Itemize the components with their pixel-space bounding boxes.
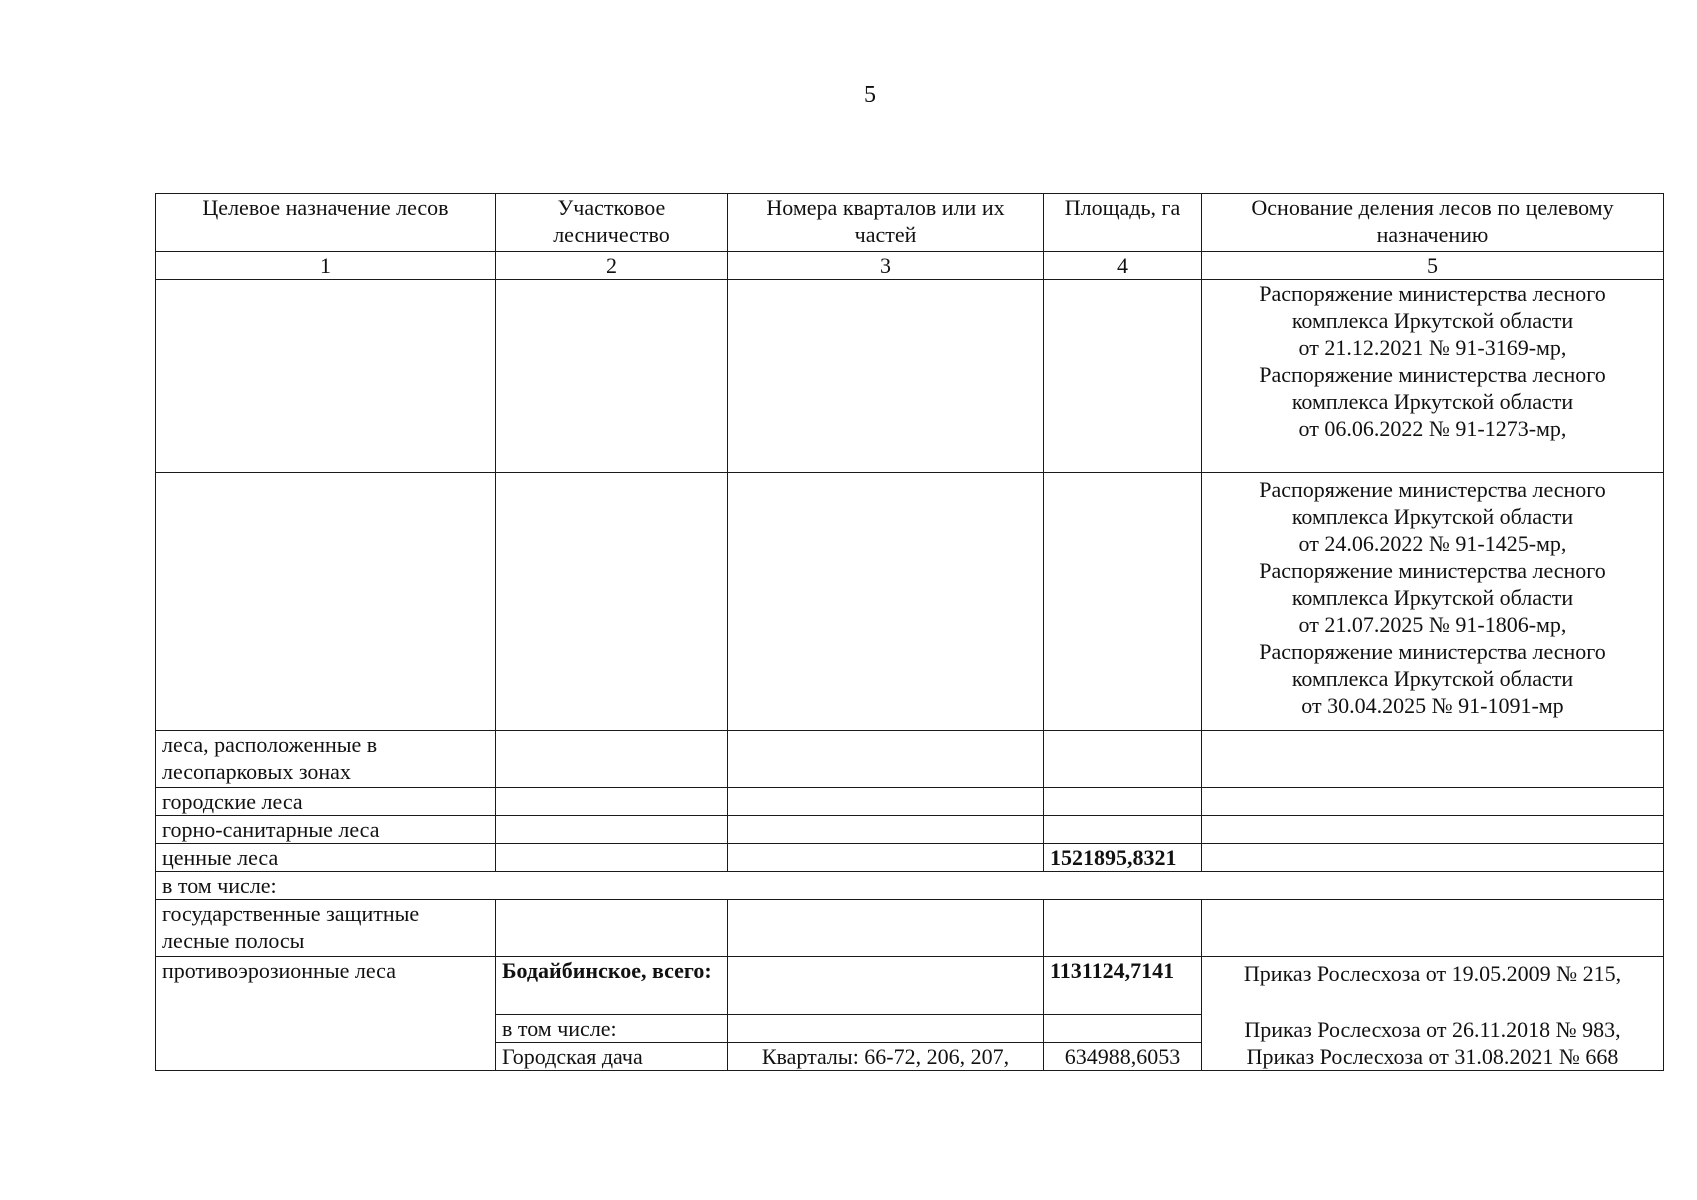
basis-line: Распоряжение министерства лесного <box>1259 362 1606 387</box>
empty-cell <box>156 280 496 473</box>
empty-cell <box>1044 280 1202 473</box>
basis-line: Распоряжение министерства лесного <box>1259 281 1606 306</box>
forestry-total-cell: Бодайбинское, всего: <box>496 957 728 1015</box>
basis-line: комплекса Иркутской области <box>1291 308 1574 333</box>
empty-cell <box>496 844 728 872</box>
table-row <box>156 473 1664 731</box>
purpose-cell: городские леса <box>156 788 496 816</box>
empty-cell <box>728 900 1044 957</box>
purpose-cell: противоэрозионные леса <box>156 957 496 1071</box>
table-row <box>156 788 1664 816</box>
table-row <box>156 280 1664 473</box>
empty-cell <box>496 816 728 844</box>
empty-cell <box>1202 816 1664 844</box>
empty-cell <box>728 280 1044 473</box>
area-cell: 1521895,8321 <box>1044 844 1202 872</box>
empty-cell <box>728 1014 1044 1042</box>
area-cell: 634988,6053 <box>1044 1042 1202 1070</box>
empty-cell <box>1044 788 1202 816</box>
column-number: 1 <box>156 252 496 280</box>
empty-cell <box>496 731 728 788</box>
purpose-cell: ценные леса <box>156 844 496 872</box>
empty-cell <box>728 957 1044 1015</box>
header-area: Площадь, га <box>1044 194 1202 252</box>
empty-cell <box>1202 900 1664 957</box>
column-number: 2 <box>496 252 728 280</box>
empty-cell <box>496 788 728 816</box>
area-cell: 1131124,7141 <box>1044 957 1202 1015</box>
table-row <box>156 957 1664 1015</box>
basis-line: от 30.04.2025 № 91-1091-мр <box>1301 693 1564 718</box>
basis-cell <box>1202 473 1664 731</box>
empty-cell <box>1044 1014 1202 1042</box>
basis-line: Распоряжение министерства лесного <box>1259 558 1606 583</box>
basis-line: от 21.12.2021 № 91-3169-мр, <box>1298 335 1567 360</box>
basis-line: от 21.07.2025 № 91-1806-мр, <box>1298 612 1567 637</box>
empty-cell <box>496 280 728 473</box>
empty-cell <box>728 816 1044 844</box>
empty-cell <box>728 473 1044 731</box>
column-number: 5 <box>1202 252 1664 280</box>
basis-line: Распоряжение министерства лесного <box>1259 639 1606 664</box>
empty-cell <box>156 473 496 731</box>
order-line: Приказ Рослесхоза от 31.08.2021 № 668 <box>1246 1044 1619 1069</box>
table-row <box>156 731 1664 788</box>
purpose-cell: леса, расположенные в лесопарковых зонах <box>156 731 496 788</box>
basis-line: комплекса Иркутской области <box>1291 389 1574 414</box>
order-line: Приказ Рослесхоза от 26.11.2018 № 983, <box>1244 1017 1621 1042</box>
empty-cell <box>728 788 1044 816</box>
basis-cell <box>1202 280 1664 473</box>
column-number: 4 <box>1044 252 1202 280</box>
empty-cell <box>728 731 1044 788</box>
empty-cell <box>1044 816 1202 844</box>
empty-cell <box>728 844 1044 872</box>
basis-line: комплекса Иркутской области <box>1291 666 1574 691</box>
header-forestry: Участковое лесничество <box>496 194 728 252</box>
table-row <box>156 900 1664 957</box>
empty-cell <box>496 473 728 731</box>
basis-cell <box>1202 957 1664 1071</box>
purpose-cell: горно-санитарные леса <box>156 816 496 844</box>
header-purpose: Целевое назначение лесов <box>156 194 496 252</box>
empty-cell <box>1202 731 1664 788</box>
basis-line: комплекса Иркутской области <box>1291 504 1574 529</box>
header-basis: Основание деления лесов по целевому назначению <box>1202 194 1664 252</box>
forest-division-table <box>155 193 1664 1071</box>
basis-line: от 06.06.2022 № 91-1273-мр, <box>1298 416 1567 441</box>
column-number-row <box>156 252 1664 280</box>
empty-cell <box>496 900 728 957</box>
empty-cell <box>1202 788 1664 816</box>
page-number: 5 <box>864 82 876 108</box>
header-quarters: Номера кварталов или их частей <box>728 194 1044 252</box>
table-header-row <box>156 194 1664 252</box>
empty-cell <box>1044 900 1202 957</box>
empty-cell <box>1044 731 1202 788</box>
basis-line: Распоряжение министерства лесного <box>1259 477 1606 502</box>
order-line: Приказ Рослесхоза от 19.05.2009 № 215, <box>1243 961 1622 986</box>
empty-cell <box>1202 844 1664 872</box>
section-label-cell: в том числе: <box>496 1014 728 1042</box>
quarters-cell: Кварталы: 66-72, 206, 207, <box>728 1042 1044 1070</box>
basis-line: комплекса Иркутской области <box>1291 585 1574 610</box>
column-number: 3 <box>728 252 1044 280</box>
table-row <box>156 816 1664 844</box>
empty-cell <box>1044 473 1202 731</box>
purpose-cell: государственные защитные лесные полосы <box>156 900 496 957</box>
table-row <box>156 844 1664 872</box>
spacer <box>1208 987 1657 1016</box>
basis-line: от 24.06.2022 № 91-1425-мр, <box>1298 531 1567 556</box>
dacha-cell: Городская дача <box>496 1042 728 1070</box>
section-label-cell: в том числе: <box>156 872 1664 900</box>
table-row <box>156 872 1664 900</box>
